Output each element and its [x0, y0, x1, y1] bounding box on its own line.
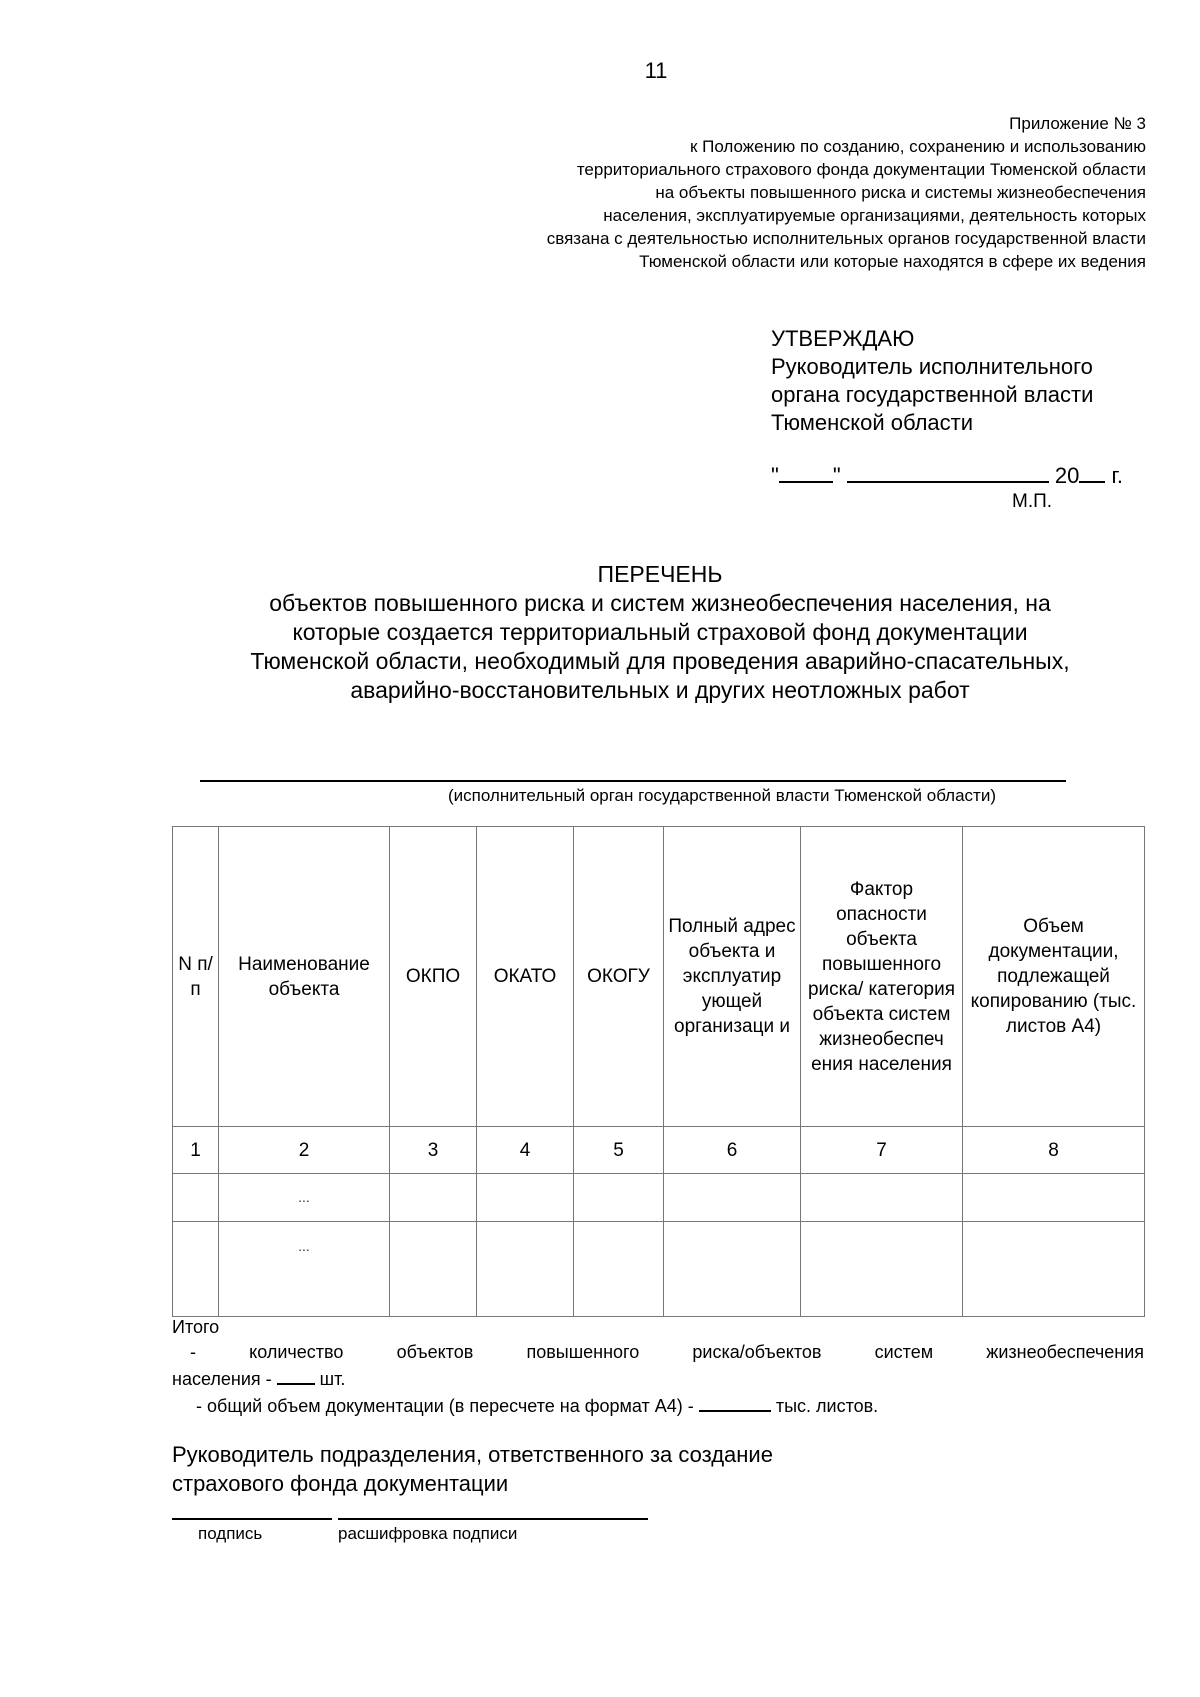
- annex-line: территориального страхового фонда документации Тюменской области: [576, 160, 1146, 179]
- table-cell[interactable]: [664, 1174, 801, 1222]
- header-okpo: ОКПО: [390, 827, 477, 1127]
- totals-volume-line: [172, 1392, 1144, 1419]
- col-number: 3: [390, 1127, 477, 1174]
- col-number: 1: [173, 1127, 219, 1174]
- volume-prefix: - общий объем документации (в пересчете на формат А4) -: [196, 1396, 694, 1416]
- col-number: 4: [477, 1127, 574, 1174]
- title-line: аварийно-восстановительных и других неотложных работ: [350, 677, 970, 703]
- totals-label: Итого: [172, 1317, 220, 1337]
- table-cell[interactable]: [390, 1222, 477, 1317]
- responsible-line: Руководитель подразделения, ответственного за создание: [172, 1442, 773, 1467]
- volume-suffix: тыс. листов.: [775, 1396, 879, 1416]
- approval-date-line: [771, 463, 1123, 489]
- quote-close: ": [832, 463, 841, 488]
- header-hazard-factor: Фактор опасности объекта повышенного риска/ категория объекта систем жизнеобеспеч ения населения: [801, 827, 963, 1127]
- title-line: Тюменской области, необходимый для проведения аварийно-спасательных,: [250, 648, 1070, 674]
- table-cell[interactable]: [477, 1174, 574, 1222]
- totals-count-line-b: [172, 1365, 1144, 1392]
- totals-count-line: - количество объектов повышенного риска/объектов систем жизнеобеспечения: [190, 1342, 1144, 1362]
- table-cell[interactable]: [963, 1174, 1145, 1222]
- page-number: 11: [644, 58, 668, 83]
- annex-line: к Положению по созданию, сохранению и использованию: [689, 137, 1146, 156]
- signature-blank[interactable]: [172, 1518, 332, 1520]
- header-name: Наименование объекта: [219, 827, 390, 1127]
- table-cell[interactable]: [173, 1222, 219, 1317]
- totals-block: [172, 1315, 1144, 1419]
- table-cell[interactable]: [574, 1174, 664, 1222]
- table-cell[interactable]: [963, 1222, 1145, 1317]
- approval-block: [771, 325, 1093, 437]
- count-suffix: шт.: [319, 1369, 346, 1389]
- column-number-row: [173, 1127, 1145, 1174]
- title-line: объектов повышенного риска и систем жизнеобеспечения населения, на: [269, 590, 1051, 616]
- annex-line: Приложение № 3: [1009, 114, 1146, 133]
- header-number: N п/п: [173, 827, 219, 1127]
- approval-line: Руководитель исполнительного: [771, 354, 1093, 379]
- table-cell[interactable]: [477, 1222, 574, 1317]
- responsible-line: страхового фонда документации: [172, 1471, 509, 1496]
- annex-reference: [547, 112, 1146, 273]
- table-cell[interactable]: [173, 1174, 219, 1222]
- responsible-head-block: [172, 1440, 773, 1498]
- table-cell[interactable]: ...: [219, 1222, 390, 1317]
- title-heading: ПЕРЕЧЕНЬ: [597, 561, 723, 587]
- annex-line: Тюменской области или которые находятся в сфере их ведения: [639, 252, 1146, 271]
- header-okato: ОКАТО: [477, 827, 574, 1127]
- col-number: 8: [963, 1127, 1145, 1174]
- table-cell[interactable]: ...: [219, 1174, 390, 1222]
- table-cell[interactable]: [801, 1174, 963, 1222]
- quote-open: ": [771, 463, 779, 488]
- org-name-blank[interactable]: [200, 780, 1066, 782]
- table-cell[interactable]: [664, 1222, 801, 1317]
- table-cell[interactable]: [574, 1222, 664, 1317]
- annex-line: на объекты повышенного риска и системы жизнеобеспечения: [655, 183, 1146, 202]
- count-blank[interactable]: [277, 1365, 315, 1385]
- stamp-place: М.П.: [1012, 491, 1053, 512]
- signature-decode-blank[interactable]: [338, 1518, 648, 1520]
- annex-line: связана с деятельностью исполнительных органов государственной власти: [546, 229, 1146, 248]
- table-header-row: [173, 827, 1145, 1127]
- org-caption: (исполнительный орган государственной власти Тюменской области): [447, 786, 996, 805]
- month-blank[interactable]: [847, 463, 1049, 483]
- header-doc-volume: Объем документации, подлежащей копированию (тыс. листов А4): [963, 827, 1145, 1127]
- year-blank[interactable]: [1079, 463, 1105, 483]
- day-blank[interactable]: [779, 463, 833, 483]
- year-suffix: г.: [1111, 463, 1123, 488]
- col-number: 5: [574, 1127, 664, 1174]
- year-prefix: 20: [1054, 463, 1080, 488]
- approval-line: органа государственной власти: [771, 382, 1094, 407]
- header-okogu: ОКОГУ: [574, 827, 664, 1127]
- table-row: [173, 1222, 1145, 1317]
- signature-label: подпись: [198, 1524, 263, 1543]
- approval-line: Тюменской области: [771, 410, 974, 435]
- volume-blank[interactable]: [699, 1392, 771, 1412]
- title-line: которые создается территориальный страховой фонд документации: [292, 619, 1028, 645]
- col-number: 6: [664, 1127, 801, 1174]
- count-prefix: населения -: [172, 1369, 272, 1389]
- document-title: [160, 560, 1160, 705]
- header-address: Полный адрес объекта и эксплуатир ующей организаци и: [664, 827, 801, 1127]
- objects-table: [172, 826, 1145, 1317]
- table-cell[interactable]: [801, 1222, 963, 1317]
- col-number: 2: [219, 1127, 390, 1174]
- approval-heading: УТВЕРЖДАЮ: [771, 326, 915, 351]
- signature-decode-label: расшифровка подписи: [338, 1524, 518, 1543]
- annex-line: населения, эксплуатируемые организациями, деятельность которых: [603, 206, 1146, 225]
- table-row: [173, 1174, 1145, 1222]
- table-cell[interactable]: [390, 1174, 477, 1222]
- col-number: 7: [801, 1127, 963, 1174]
